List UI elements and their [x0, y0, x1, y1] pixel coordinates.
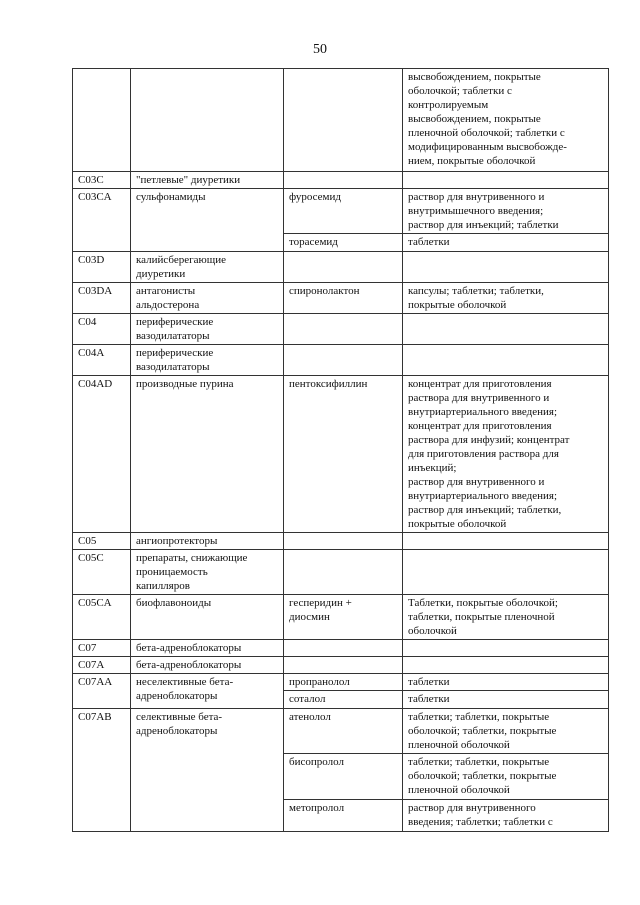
drug-cell — [284, 345, 403, 376]
drug-name: фуросемид — [289, 191, 341, 203]
dosage-form — [403, 640, 608, 642]
table-row — [73, 640, 609, 657]
dosage-form: раствор для внутривенного и внутримышечного введения; раствор для инъекций; таблетки — [408, 191, 559, 231]
table-row — [73, 550, 609, 595]
atc-code: C05CA — [73, 595, 131, 640]
atc-code: C07AA — [73, 674, 131, 709]
table-row — [73, 283, 609, 314]
anatomical-group: бета-адреноблокаторы — [131, 657, 284, 674]
dosage-form: Таблетки, покрытые оболочкой; таблетки, покрытые пленочной оболочкой — [408, 597, 558, 637]
atc-code — [73, 69, 131, 172]
anatomical-group: препараты, снижающие проницаемость капилляров — [131, 550, 284, 595]
anatomical-group: сульфонамиды — [131, 189, 284, 252]
drug-cell — [284, 674, 403, 709]
anatomical-group: "петлевые" диуретики — [131, 172, 284, 189]
table-row — [73, 709, 609, 832]
form-cell — [403, 283, 609, 314]
form-cell — [403, 172, 609, 189]
drug-name: пентоксифиллин — [289, 378, 368, 390]
dosage-form: таблетки; таблетки, покрытые оболочкой; таблетки, покрытые пленочной оболочкой — [403, 753, 608, 799]
dosage-form: таблетки — [403, 690, 608, 708]
anatomical-group: калийсберегающие диуретики — [131, 252, 284, 283]
dosage-form: раствор для внутривенного введения; таблетки; таблетки с — [403, 799, 608, 831]
table-row — [73, 345, 609, 376]
table-row — [73, 252, 609, 283]
atc-code: C03C — [73, 172, 131, 189]
form-cell — [403, 550, 609, 595]
drug-name: торасемид — [284, 233, 402, 251]
atc-code: C07 — [73, 640, 131, 657]
drug-name — [284, 533, 402, 535]
atc-code: C07AB — [73, 709, 131, 832]
dosage-form: таблетки — [403, 233, 608, 251]
anatomical-group: периферические вазодилататоры — [131, 345, 284, 376]
atc-code: C05C — [73, 550, 131, 595]
anatomical-group: ангиопротекторы — [131, 533, 284, 550]
drug-cell — [284, 595, 403, 640]
drug-name — [284, 314, 402, 316]
atc-code: C03CA — [73, 189, 131, 252]
anatomical-group: неселективные бета- адреноблокаторы — [131, 674, 284, 709]
drug-name: бисопролол — [284, 753, 402, 799]
drug-cell — [284, 657, 403, 674]
anatomical-group: биофлавоноиды — [131, 595, 284, 640]
dosage-form — [403, 252, 608, 254]
dosage-form — [403, 550, 608, 552]
table-row — [73, 674, 609, 709]
table-row — [73, 189, 609, 252]
drug-name — [284, 345, 402, 347]
table-row — [73, 314, 609, 345]
dosage-form — [403, 533, 608, 535]
form-cell — [403, 376, 609, 533]
anatomical-group: селективные бета- адреноблокаторы — [131, 709, 284, 832]
form-cell — [403, 189, 609, 252]
dosage-form: таблетки — [408, 676, 450, 688]
atc-code: C05 — [73, 533, 131, 550]
atc-code: C03DA — [73, 283, 131, 314]
dosage-form: таблетки; таблетки, покрытые оболочкой; таблетки, покрытые пленочной оболочкой — [408, 711, 557, 751]
dosage-form — [403, 345, 608, 347]
drug-name: атенолол — [289, 711, 331, 723]
table-row — [73, 595, 609, 640]
form-cell — [403, 674, 609, 709]
dosage-form: концентрат для приготовления раствора для внутривенного и внутриартериального введения; концентрат для приготовления раствора для инфузий; концентрат для приготовления раствора для инъекций; раствор для внутривенного и внутриартериального введения; раствор для инъекций; таблетки, покрытые оболочкой — [408, 378, 570, 530]
drug-name — [284, 657, 402, 659]
drug-name: спиронолактон — [289, 285, 360, 297]
anatomical-group: бета-адреноблокаторы — [131, 640, 284, 657]
table-row — [73, 657, 609, 674]
drug-name: пропранолол — [289, 676, 350, 688]
drug-table — [72, 68, 609, 832]
form-cell — [403, 640, 609, 657]
dosage-form — [403, 172, 608, 174]
form-cell — [403, 345, 609, 376]
anatomical-group: производные пурина — [131, 376, 284, 533]
table-row — [73, 172, 609, 189]
drug-cell — [284, 189, 403, 252]
drug-cell — [284, 640, 403, 657]
dosage-form: капсулы; таблетки; таблетки, покрытые оболочкой — [408, 285, 544, 311]
form-cell — [403, 709, 609, 832]
dosage-form — [403, 314, 608, 316]
table-row — [73, 376, 609, 533]
atc-code: C04A — [73, 345, 131, 376]
drug-name — [284, 252, 402, 254]
anatomical-group — [131, 69, 284, 172]
drug-name: гесперидин + диосмин — [289, 597, 352, 623]
drug-name: соталол — [284, 690, 402, 708]
drug-name — [284, 69, 402, 169]
drug-name — [284, 172, 402, 174]
form-cell — [403, 69, 609, 172]
atc-code: C03D — [73, 252, 131, 283]
drug-cell — [284, 709, 403, 832]
form-cell — [403, 533, 609, 550]
atc-code: C07A — [73, 657, 131, 674]
drug-cell — [284, 550, 403, 595]
dosage-form: высвобождением, покрытые оболочкой; таблетки с контролируемым высвобождением, покрытые пленочной оболочкой; таблетки с модифицированным высвобожде- нием, покрытые оболочкой — [408, 71, 567, 167]
drug-cell — [284, 283, 403, 314]
drug-name — [284, 640, 402, 642]
drug-cell — [284, 314, 403, 345]
drug-cell — [284, 252, 403, 283]
page-number: 50 — [313, 42, 327, 57]
atc-code: C04AD — [73, 376, 131, 533]
dosage-form — [403, 657, 608, 659]
table-row — [73, 533, 609, 550]
form-cell — [403, 657, 609, 674]
form-cell — [403, 595, 609, 640]
drug-name — [284, 550, 402, 552]
anatomical-group: антагонисты альдостерона — [131, 283, 284, 314]
atc-code: C04 — [73, 314, 131, 345]
table-row — [73, 69, 609, 172]
drug-cell — [284, 533, 403, 550]
anatomical-group: периферические вазодилататоры — [131, 314, 284, 345]
drug-cell — [284, 172, 403, 189]
form-cell — [403, 314, 609, 345]
drug-name: метопролол — [284, 799, 402, 831]
form-cell — [403, 252, 609, 283]
drug-cell — [284, 376, 403, 533]
drug-cell — [284, 69, 403, 172]
